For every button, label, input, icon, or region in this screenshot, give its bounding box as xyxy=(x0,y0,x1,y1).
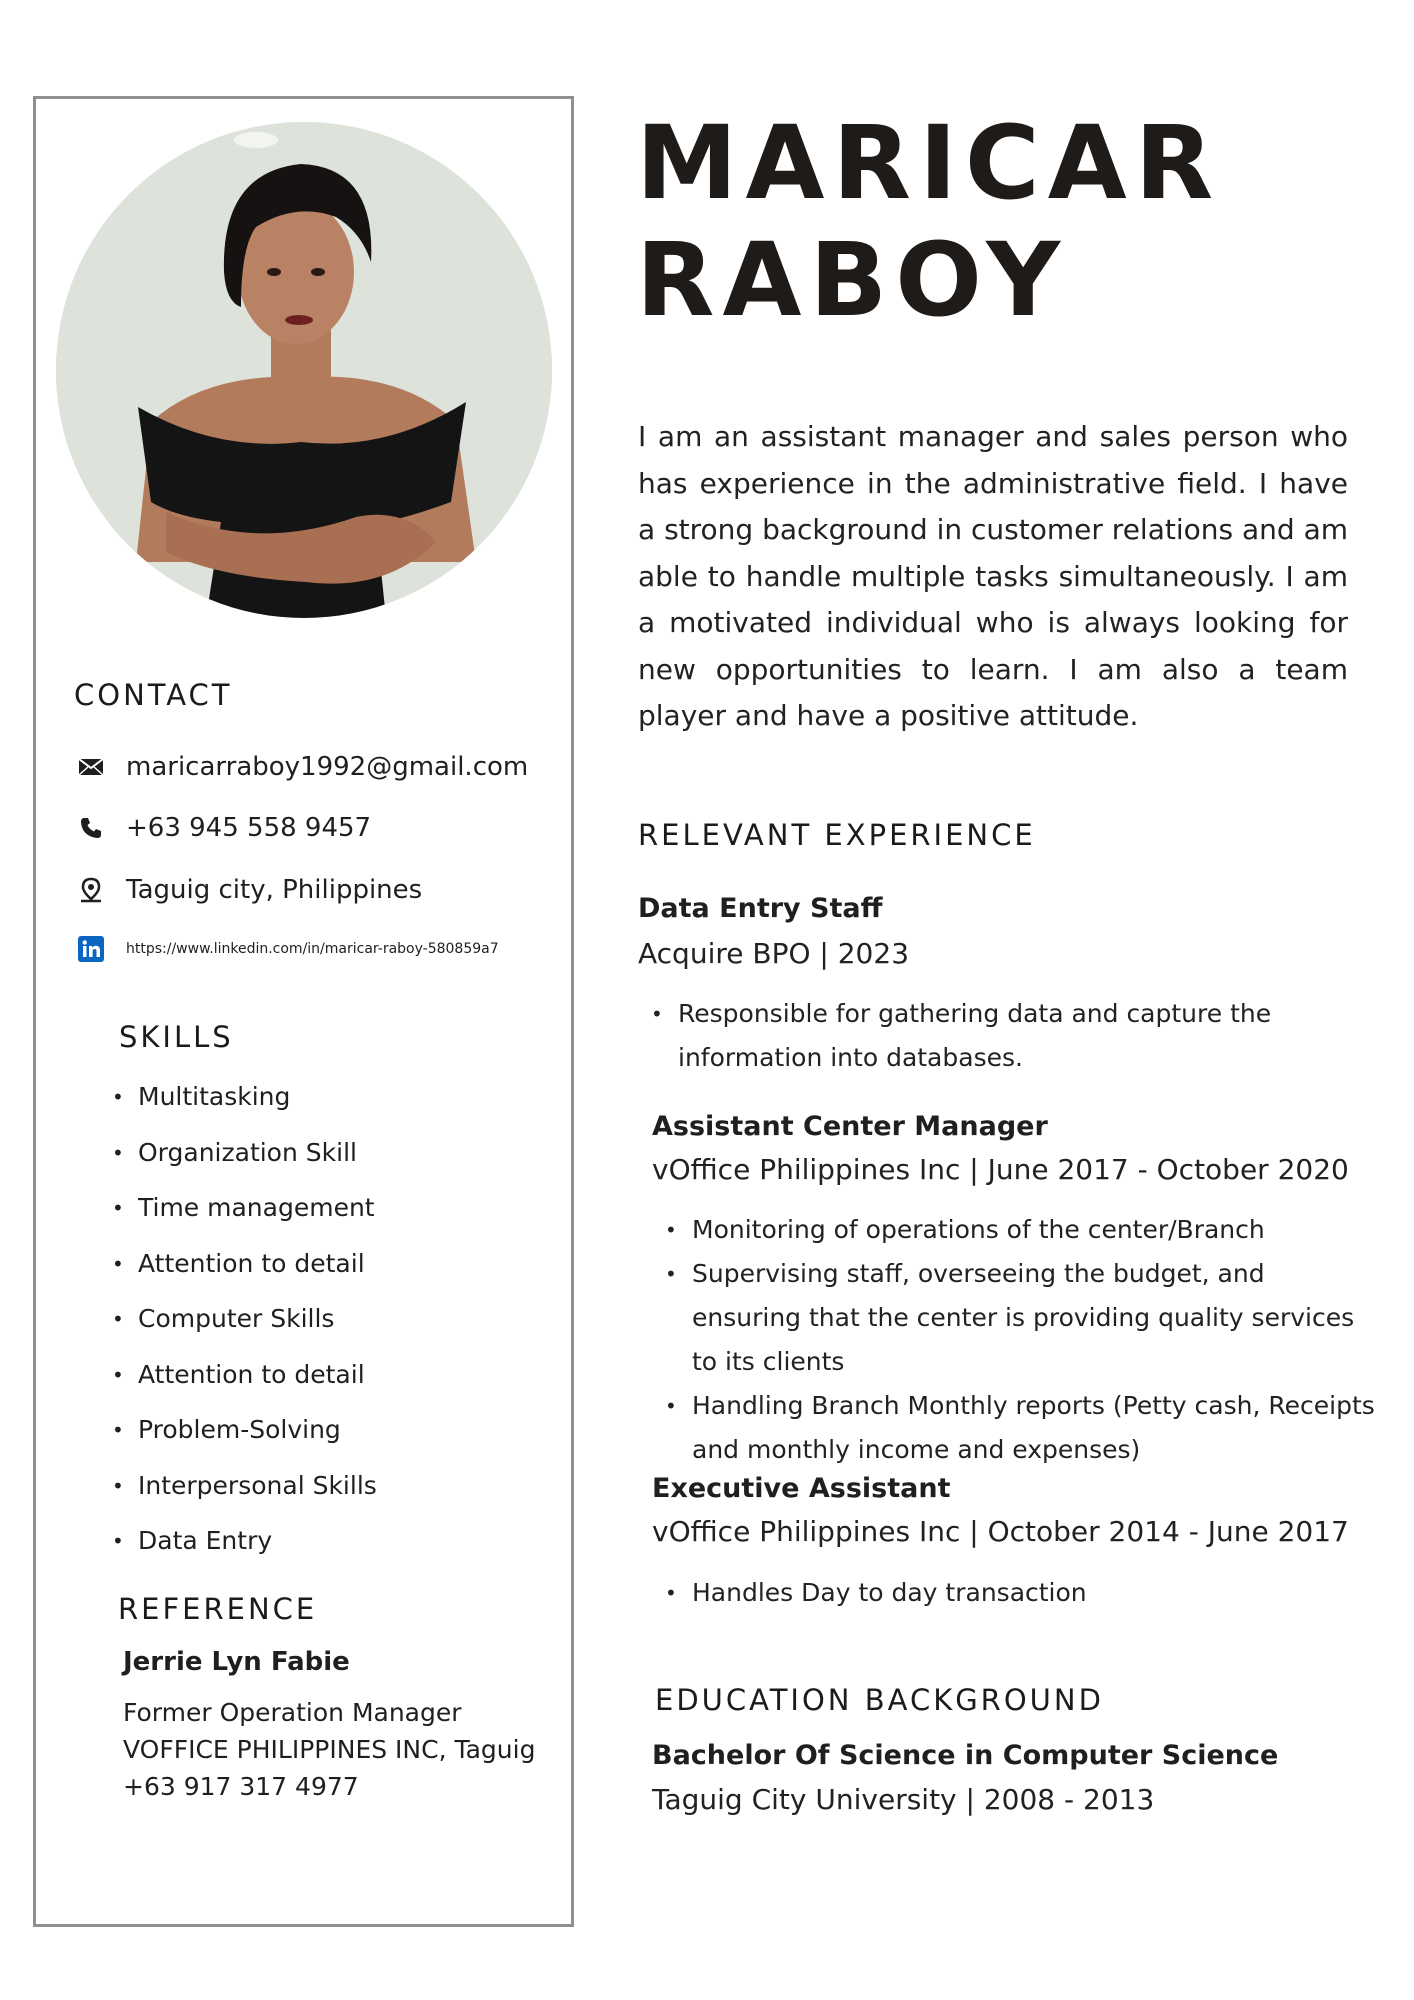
contact-phone-row xyxy=(76,813,371,843)
contact-location: Taguig city, Philippines xyxy=(126,875,423,905)
location-pin-icon xyxy=(76,875,106,905)
contact-email[interactable]: maricarraboy1992@gmail.com xyxy=(126,752,529,782)
reference-name: Jerrie Lyn Fabie xyxy=(123,1647,350,1677)
phone-icon xyxy=(76,813,106,843)
job-meta: Acquire BPO | 2023 xyxy=(638,937,910,970)
contact-phone[interactable]: +63 945 558 9457 xyxy=(126,813,372,843)
job-bullet: • Supervising staff, overseeing the budget, and ensuring that the center is providing quality services to its clients xyxy=(665,1252,1377,1384)
skill-item: • Computer Skills xyxy=(112,1297,377,1353)
skill-item: • Problem-Solving xyxy=(112,1408,377,1464)
job-bullets xyxy=(665,1208,1377,1472)
skill-item: • Multitasking xyxy=(112,1075,377,1131)
name-first: MARICAR xyxy=(636,104,1222,223)
skill-item: • Interpersonal Skills xyxy=(112,1464,377,1520)
skills-heading: SKILLS xyxy=(119,1020,234,1054)
contact-email-row xyxy=(76,752,528,782)
job-bullet: • Handling Branch Monthly reports (Petty cash, Receipts and monthly income and expenses) xyxy=(665,1384,1377,1472)
reference-phone[interactable]: +63 917 317 4977 xyxy=(123,1772,359,1801)
job-title: Executive Assistant xyxy=(652,1473,951,1504)
skills-list xyxy=(112,1075,377,1575)
linkedin-icon xyxy=(76,934,106,964)
name-last: RABOY xyxy=(636,221,1069,340)
contact-location-row xyxy=(76,875,422,905)
job-bullet: • Monitoring of operations of the center/Branch xyxy=(665,1208,1377,1252)
profile-summary: I am an assistant manager and sales person who has experience in the administrative field. I have a strong background in customer relations and am able to handle multiple tasks simultaneously. I am a motivated individual who is always looking for new opportunities to learn. I am also a team player and have a positive attitude. xyxy=(638,420,1348,732)
education-degree: Bachelor Of Science in Computer Science xyxy=(652,1740,1279,1771)
job-bullets xyxy=(665,1571,1365,1615)
education-school: Taguig City University | 2008 - 2013 xyxy=(652,1783,1155,1816)
reference-role: Former Operation Manager xyxy=(123,1698,462,1727)
job-meta: vOffice Philippines Inc | October 2014 - June 2017 xyxy=(652,1515,1349,1548)
job-bullet: • Responsible for gathering data and capture the information into databases. xyxy=(651,992,1291,1080)
envelope-icon xyxy=(76,752,106,782)
profile-photo xyxy=(56,122,552,618)
reference-heading: REFERENCE xyxy=(118,1592,318,1626)
job-meta: vOffice Philippines Inc | June 2017 - October 2020 xyxy=(652,1153,1349,1186)
job-bullets xyxy=(651,992,1291,1080)
contact-linkedin-row xyxy=(76,934,499,964)
skill-item: • Attention to detail xyxy=(112,1242,377,1298)
job-title: Assistant Center Manager xyxy=(652,1111,1048,1142)
profile-photo-illustration xyxy=(56,122,552,618)
skill-item: • Attention to detail xyxy=(112,1353,377,1409)
job-bullet: • Handles Day to day transaction xyxy=(665,1571,1365,1615)
experience-heading: RELEVANT EXPERIENCE xyxy=(638,818,1036,852)
job-title: Data Entry Staff xyxy=(638,893,883,924)
skill-item: • Data Entry xyxy=(112,1519,377,1575)
education-heading: EDUCATION BACKGROUND xyxy=(655,1683,1104,1717)
contact-linkedin[interactable]: https://www.linkedin.com/in/maricar-raboy-580859a7 xyxy=(126,941,499,957)
reference-company: VOFFICE PHILIPPINES INC, Taguig xyxy=(123,1735,536,1764)
skill-item: • Time management xyxy=(112,1186,377,1242)
skill-item: • Organization Skill xyxy=(112,1131,377,1187)
contact-heading: CONTACT xyxy=(74,678,233,712)
